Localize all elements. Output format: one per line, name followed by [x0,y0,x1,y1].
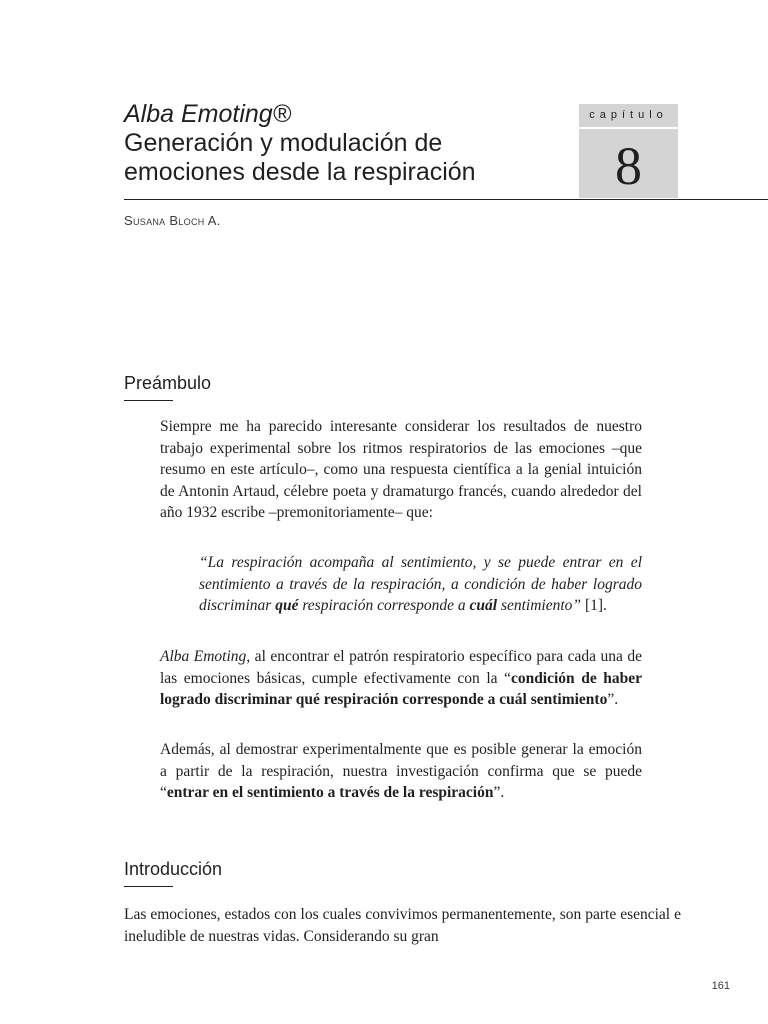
page-number: 161 [711,980,730,992]
chapter-box [579,104,678,198]
chapter-number: 8 [615,136,642,196]
title-rule [124,199,768,200]
chapter-label: capítulo [589,109,668,121]
chapter-title-line-2: Generación y modulación de [124,129,443,157]
quote-reference: [1]. [581,597,607,615]
chapter-title [124,100,574,187]
section-heading-preambulo: Preámbulo [124,373,212,393]
section-heading-underline [124,886,173,887]
section-heading-underline [124,400,173,401]
introduccion-paragraph-1: Las emociones, estados con los cuales convivimos permanentemente, son parte esencial e ineludible de nuestras vidas. Considerando su gran [124,906,681,945]
preambulo-paragraph-1: Siempre me ha parecido interesante considerar los resultados de nuestro trabajo experimental sobre los ritmos respiratorios de las emociones –que resumo en este artículo–, como una respuesta científica a la genial intuición de Antonin Artaud, célebre poeta y dramaturgo francés, cuando alrededor del año 1932 escribe –premonitoriamente– que: [160,418,642,522]
preambulo-paragraph-2: Alba Emoting, al encontrar el patrón respiratorio específico para cada una de las emociones básicas, cumple efectivamente con la “condición de haber logrado discriminar qué respiración corresponde a cuál sentimiento”. [160,648,643,709]
chapter-title-line-1: Alba Emoting® [124,100,292,128]
chapter-title-line-3: emociones desde la respiración [124,158,476,186]
preambulo-paragraph-3: Además, al demostrar experimentalmente que es posible generar la emoción a partir de la respiración, nuestra investigación confirma que se puede “entrar en el sentimiento a través de la respiración”. [160,741,642,802]
section-heading-introduccion: Introducción [124,859,223,879]
chapter-box-divider [579,127,678,129]
artaud-quote: “La respiración acompaña al sentimiento, y se puede entrar en el sentimiento a través de la respiración, a condición de haber logrado discriminar qué respiración corresponde a cuál sentimiento” [1]. [199,554,642,615]
author-name: Susana Bloch A. [124,213,221,228]
